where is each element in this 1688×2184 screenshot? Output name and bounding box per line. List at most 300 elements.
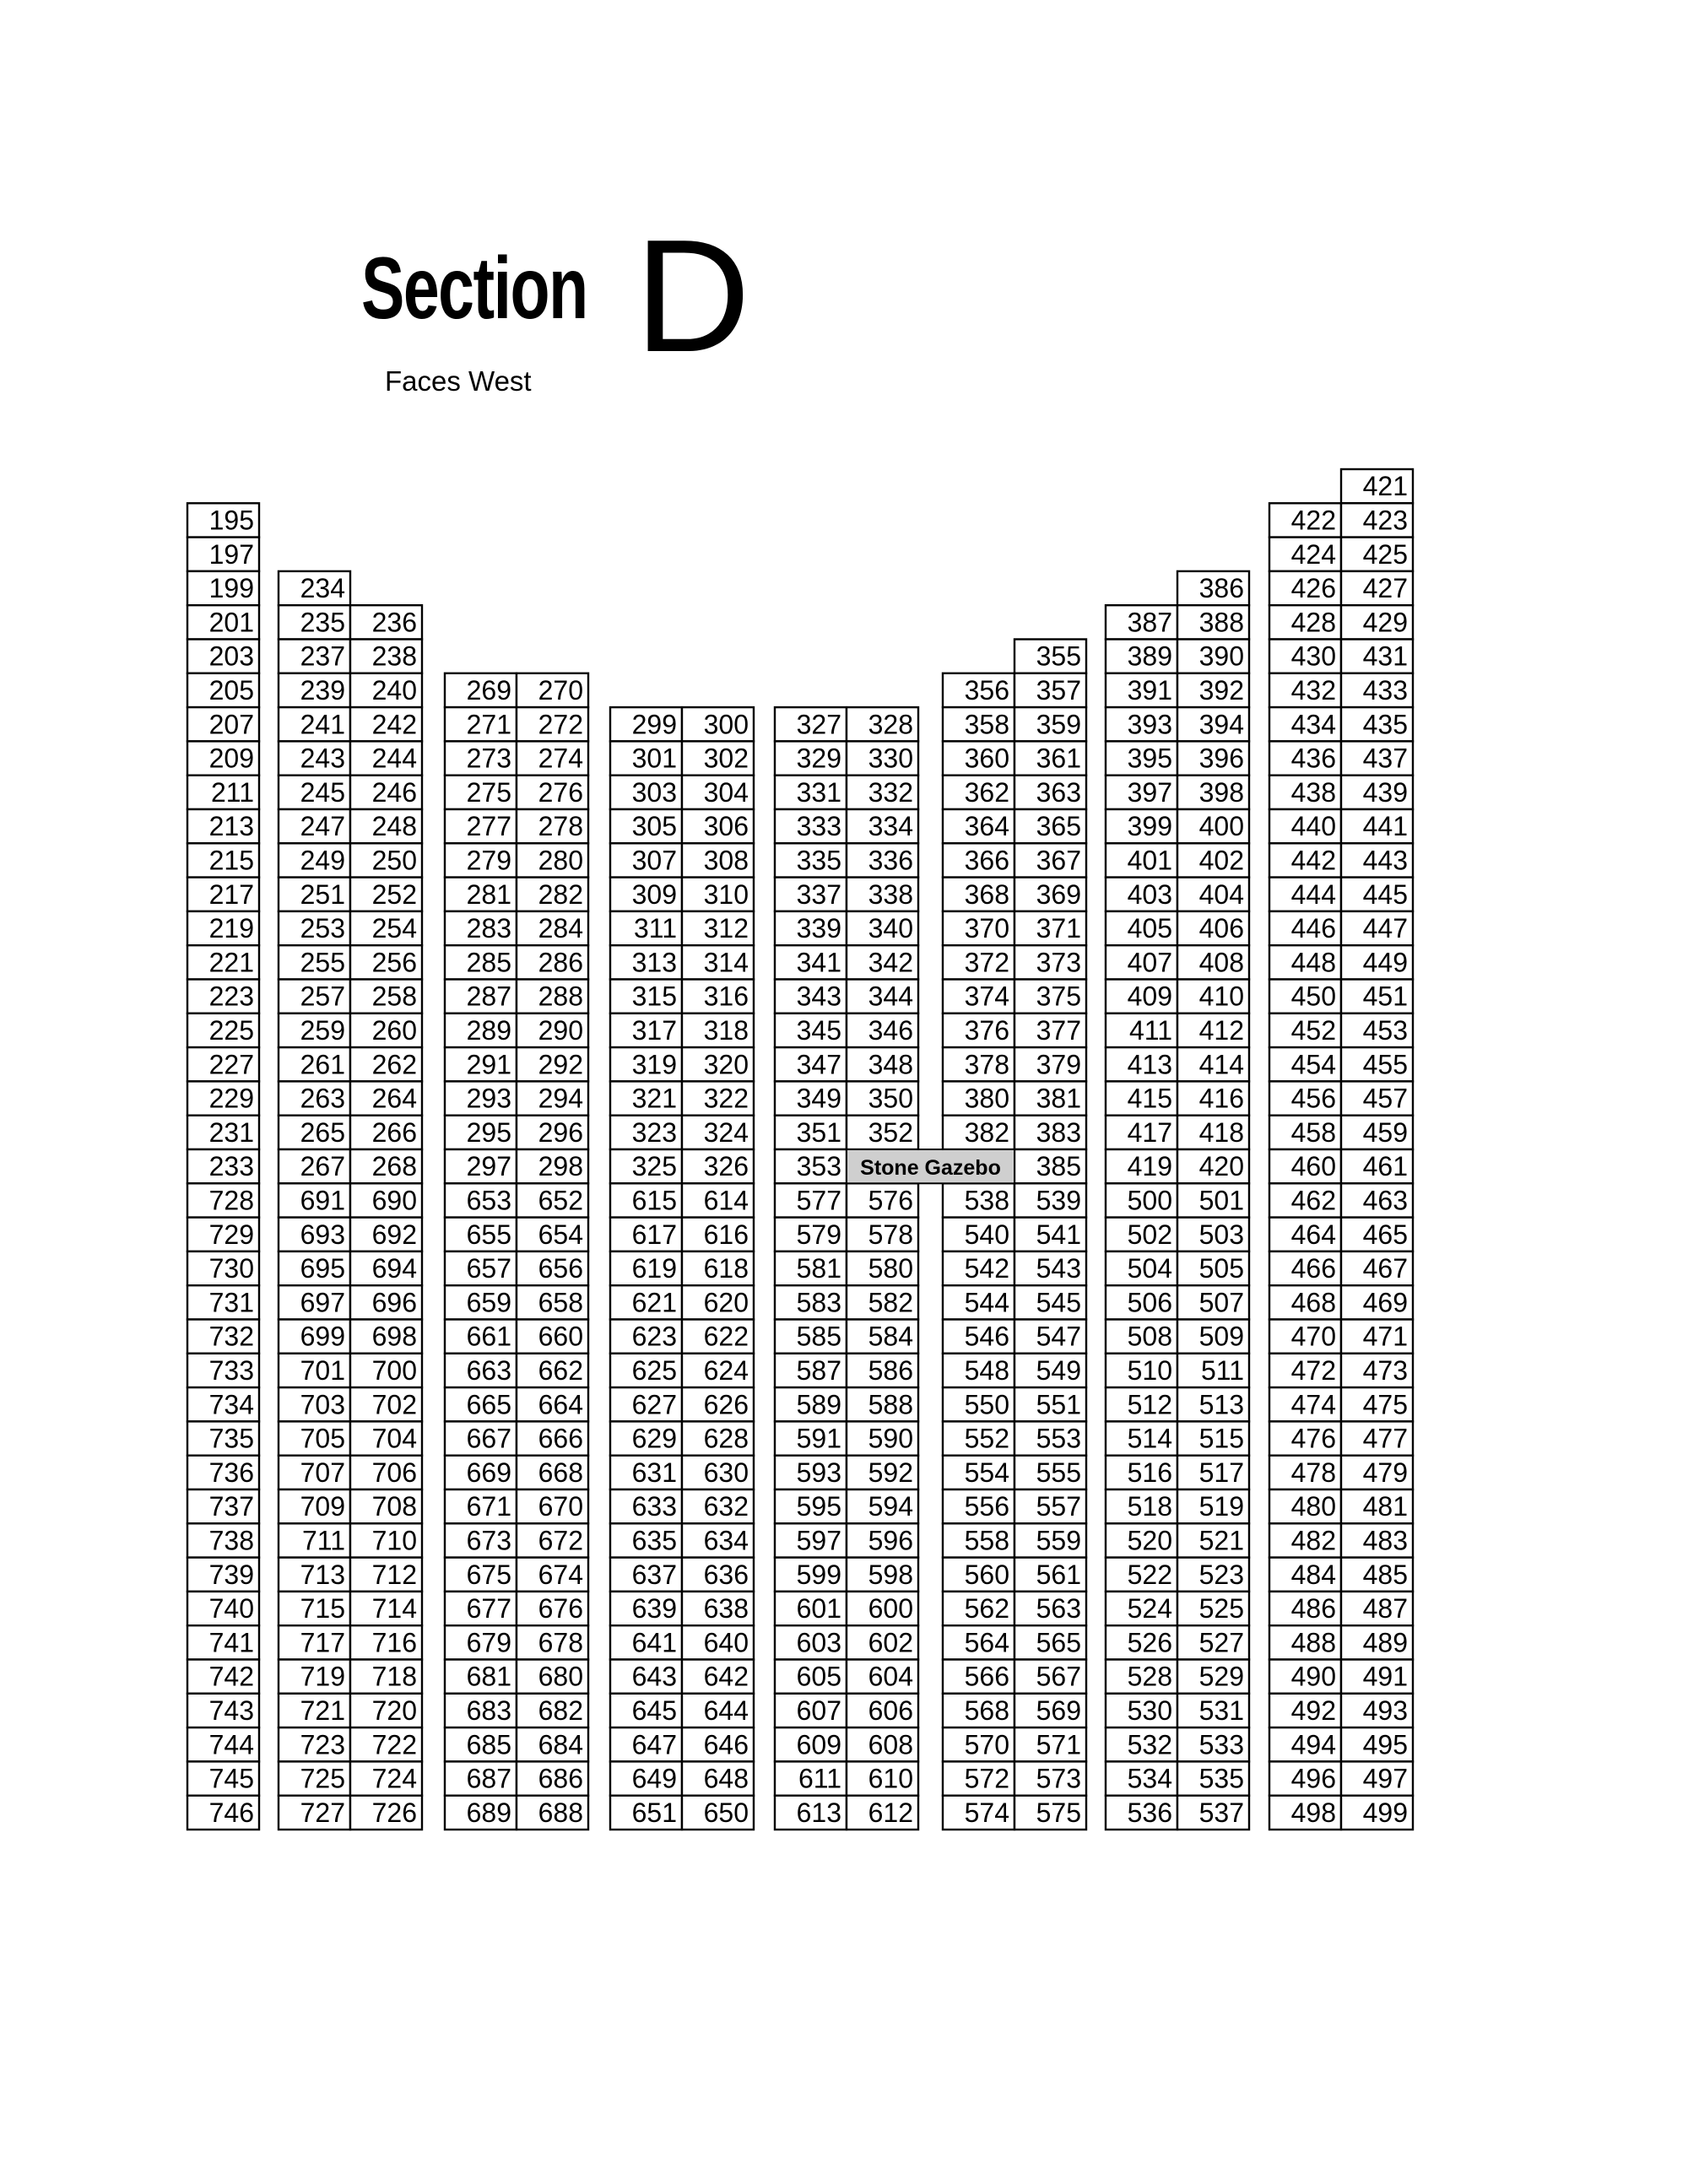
seat-number: 713 <box>300 1559 345 1590</box>
seat-number: 201 <box>208 607 254 638</box>
seat-number: 318 <box>703 1014 749 1046</box>
seat-number: 553 <box>1036 1423 1081 1454</box>
seat-number: 439 <box>1362 776 1408 808</box>
seat-number: 696 <box>371 1287 417 1318</box>
seat-number: 389 <box>1127 641 1172 672</box>
seat-number: 509 <box>1198 1321 1244 1352</box>
seat-number: 645 <box>631 1695 677 1726</box>
seat-number: 213 <box>208 811 254 842</box>
seat-number: 571 <box>1036 1729 1081 1760</box>
seat-number: 394 <box>1198 709 1244 740</box>
seat-number: 341 <box>796 947 841 978</box>
seat-number: 562 <box>964 1593 1009 1624</box>
seat-column <box>1269 469 1413 1830</box>
seat-number: 327 <box>796 709 841 740</box>
seat-number: 605 <box>796 1661 841 1692</box>
seat-number: 360 <box>964 743 1009 774</box>
seat-number: 644 <box>703 1695 749 1726</box>
seat-number: 523 <box>1198 1559 1244 1590</box>
seat-number: 703 <box>300 1389 345 1420</box>
seat-number: 602 <box>868 1627 913 1658</box>
seat-number: 337 <box>796 878 841 910</box>
seat-number: 532 <box>1127 1729 1172 1760</box>
seat-number: 273 <box>466 743 511 774</box>
seat-number: 660 <box>538 1321 583 1352</box>
seat-number: 618 <box>703 1253 749 1284</box>
seat-number: 428 <box>1290 607 1336 638</box>
seat-number: 261 <box>300 1049 345 1080</box>
seat-column <box>445 673 588 1830</box>
seat-number: 686 <box>538 1763 583 1794</box>
seat-number: 655 <box>466 1219 511 1250</box>
seat-number: 282 <box>538 878 583 910</box>
seat-number: 549 <box>1036 1354 1081 1386</box>
seat-number: 641 <box>631 1627 677 1658</box>
seat-number: 248 <box>371 811 417 842</box>
seat-number: 357 <box>1036 674 1081 705</box>
seat-number: 544 <box>964 1287 1009 1318</box>
seat-number: 630 <box>703 1457 749 1488</box>
seat-number: 604 <box>868 1661 913 1692</box>
seat-number: 590 <box>868 1423 913 1454</box>
seat-number: 478 <box>1290 1457 1336 1488</box>
seat-number: 307 <box>631 845 677 876</box>
seat-number: 491 <box>1362 1661 1408 1692</box>
seat-number: 728 <box>208 1185 254 1216</box>
seat-number: 422 <box>1290 505 1336 536</box>
seat-number: 209 <box>208 743 254 774</box>
seat-number: 592 <box>868 1457 913 1488</box>
seat-number: 420 <box>1198 1151 1244 1182</box>
seat-number: 329 <box>796 743 841 774</box>
seat-number: 391 <box>1127 674 1172 705</box>
seat-number: 558 <box>964 1525 1009 1556</box>
seat-number: 445 <box>1362 878 1408 910</box>
seat-number: 642 <box>703 1661 749 1692</box>
seat-number: 603 <box>796 1627 841 1658</box>
seat-number: 486 <box>1290 1593 1336 1624</box>
seat-number: 607 <box>796 1695 841 1726</box>
seat-number: 498 <box>1290 1797 1336 1828</box>
seat-number: 470 <box>1290 1321 1336 1352</box>
seat-number: 377 <box>1036 1014 1081 1046</box>
seat-number: 432 <box>1290 674 1336 705</box>
seat-number: 351 <box>796 1116 841 1148</box>
seat-number: 321 <box>631 1083 677 1114</box>
seat-number: 689 <box>466 1797 511 1828</box>
seat-number: 651 <box>631 1797 677 1828</box>
seat-number: 262 <box>371 1049 417 1080</box>
seat-number: 286 <box>538 947 583 978</box>
seat-number: 721 <box>300 1695 345 1726</box>
seat-number: 221 <box>208 947 254 978</box>
seat-number: 551 <box>1036 1389 1081 1420</box>
seat-number: 600 <box>868 1593 913 1624</box>
seat-number: 299 <box>631 709 677 740</box>
seat-number: 207 <box>208 709 254 740</box>
seat-number: 233 <box>208 1151 254 1182</box>
seat-number: 317 <box>631 1014 677 1046</box>
seat-number: 495 <box>1362 1729 1408 1760</box>
seat-number: 561 <box>1036 1559 1081 1590</box>
seat-number: 267 <box>300 1151 345 1182</box>
seat-number: 238 <box>371 641 417 672</box>
seat-number: 417 <box>1127 1116 1172 1148</box>
section-title-word: Section <box>361 240 587 338</box>
seat-number: 688 <box>538 1797 583 1828</box>
seat-number: 687 <box>466 1763 511 1794</box>
seat-number: 387 <box>1127 607 1172 638</box>
seat-number: 533 <box>1198 1729 1244 1760</box>
seat-number: 706 <box>371 1457 417 1488</box>
seat-number: 568 <box>964 1695 1009 1726</box>
seat-number: 388 <box>1198 607 1244 638</box>
seat-number: 244 <box>371 743 417 774</box>
seat-number: 492 <box>1290 1695 1336 1726</box>
seat-number: 724 <box>371 1763 417 1794</box>
seat-number: 476 <box>1290 1423 1336 1454</box>
seat-number: 541 <box>1036 1219 1081 1250</box>
seat-number: 304 <box>703 776 749 808</box>
seat-number: 517 <box>1198 1457 1244 1488</box>
seat-number: 340 <box>868 913 913 944</box>
seat-column <box>187 503 259 1830</box>
seat-number: 586 <box>868 1354 913 1386</box>
seat-number: 336 <box>868 845 913 876</box>
seat-number: 719 <box>300 1661 345 1692</box>
seat-number: 243 <box>300 743 345 774</box>
seat-number: 685 <box>466 1729 511 1760</box>
seat-number: 346 <box>868 1014 913 1046</box>
seat-number: 617 <box>631 1219 677 1250</box>
seat-number: 437 <box>1362 743 1408 774</box>
seat-number: 632 <box>703 1491 749 1522</box>
seat-number: 537 <box>1198 1797 1244 1828</box>
seat-number: 302 <box>703 743 749 774</box>
seat-number: 401 <box>1127 845 1172 876</box>
seat-number: 268 <box>371 1151 417 1182</box>
seat-number: 455 <box>1362 1049 1408 1080</box>
seat-number: 511 <box>1200 1354 1244 1386</box>
seat-number: 195 <box>208 505 254 536</box>
seat-number: 255 <box>300 947 345 978</box>
seat-number: 628 <box>703 1423 749 1454</box>
seat-number: 430 <box>1290 641 1336 672</box>
seat-number: 623 <box>631 1321 677 1352</box>
seat-number: 709 <box>300 1491 345 1522</box>
seat-number: 406 <box>1198 913 1244 944</box>
seat-number: 306 <box>703 811 749 842</box>
seat-number: 588 <box>868 1389 913 1420</box>
seat-number: 538 <box>964 1185 1009 1216</box>
seat-number: 438 <box>1290 776 1336 808</box>
seat-number: 640 <box>703 1627 749 1658</box>
seat-number: 493 <box>1362 1695 1408 1726</box>
seat-number: 280 <box>538 845 583 876</box>
seat-number: 448 <box>1290 947 1336 978</box>
seat-number: 565 <box>1036 1627 1081 1658</box>
seat-number: 659 <box>466 1287 511 1318</box>
seat-number: 543 <box>1036 1253 1081 1284</box>
seat-number: 500 <box>1127 1185 1172 1216</box>
seat-number: 296 <box>538 1116 583 1148</box>
seat-number: 614 <box>703 1185 749 1216</box>
seat-number: 376 <box>964 1014 1009 1046</box>
seat-number: 505 <box>1198 1253 1244 1284</box>
seat-number: 335 <box>796 845 841 876</box>
seat-number: 627 <box>631 1389 677 1420</box>
seat-number: 382 <box>964 1116 1009 1148</box>
seat-number: 729 <box>208 1219 254 1250</box>
seat-number: 252 <box>371 878 417 910</box>
seat-number: 483 <box>1362 1525 1408 1556</box>
seat-number: 638 <box>703 1593 749 1624</box>
seat-number: 426 <box>1290 573 1336 604</box>
seat-number: 535 <box>1198 1763 1244 1794</box>
seat-number: 676 <box>538 1593 583 1624</box>
seat-number: 270 <box>538 674 583 705</box>
seat-number: 285 <box>466 947 511 978</box>
seat-number: 359 <box>1036 709 1081 740</box>
seat-number: 624 <box>703 1354 749 1386</box>
seat-number: 740 <box>208 1593 254 1624</box>
seat-number: 715 <box>300 1593 345 1624</box>
seat-number: 577 <box>796 1185 841 1216</box>
seat-number: 240 <box>371 674 417 705</box>
seat-number: 249 <box>300 845 345 876</box>
seat-number: 634 <box>703 1525 749 1556</box>
seat-number: 609 <box>796 1729 841 1760</box>
seat-number: 508 <box>1127 1321 1172 1352</box>
seat-number: 374 <box>964 981 1009 1012</box>
seat-number: 403 <box>1127 878 1172 910</box>
seat-number: 584 <box>868 1321 913 1352</box>
seat-number: 225 <box>208 1014 254 1046</box>
seat-number: 421 <box>1362 471 1408 502</box>
seat-number: 456 <box>1290 1083 1336 1114</box>
seat-number: 722 <box>371 1729 417 1760</box>
seat-number: 647 <box>631 1729 677 1760</box>
seat-number: 739 <box>208 1559 254 1590</box>
seat-number: 370 <box>964 913 1009 944</box>
seat-number: 461 <box>1362 1151 1408 1182</box>
seat-number: 615 <box>631 1185 677 1216</box>
seat-number: 674 <box>538 1559 583 1590</box>
seat-number: 330 <box>868 743 913 774</box>
seat-number: 442 <box>1290 845 1336 876</box>
seat-number: 367 <box>1036 845 1081 876</box>
seat-number: 297 <box>466 1151 511 1182</box>
seat-number: 662 <box>538 1354 583 1386</box>
seat-number: 265 <box>300 1116 345 1148</box>
seat-number: 548 <box>964 1354 1009 1386</box>
seat-number: 427 <box>1362 573 1408 604</box>
seat-number: 418 <box>1198 1116 1244 1148</box>
seat-number: 683 <box>466 1695 511 1726</box>
seat-number: 356 <box>964 674 1009 705</box>
seat-number: 475 <box>1362 1389 1408 1420</box>
seat-number: 481 <box>1362 1491 1408 1522</box>
seat-number: 530 <box>1127 1695 1172 1726</box>
seat-number: 731 <box>208 1287 254 1318</box>
seat-number: 482 <box>1290 1525 1336 1556</box>
seat-number: 573 <box>1036 1763 1081 1794</box>
seat-number: 310 <box>703 878 749 910</box>
seat-number: 746 <box>208 1797 254 1828</box>
seat-number: 466 <box>1290 1253 1336 1284</box>
seat-number: 344 <box>868 981 913 1012</box>
seat-number: 499 <box>1362 1797 1408 1828</box>
seat-number: 637 <box>631 1559 677 1590</box>
seat-number: 332 <box>868 776 913 808</box>
seat-number: 516 <box>1127 1457 1172 1488</box>
seat-number: 745 <box>208 1763 254 1794</box>
seat-number: 411 <box>1128 1014 1172 1046</box>
seat-number: 325 <box>631 1151 677 1182</box>
seat-number: 559 <box>1036 1525 1081 1556</box>
seat-number: 454 <box>1290 1049 1336 1080</box>
seat-number: 503 <box>1198 1219 1244 1250</box>
seat-number: 610 <box>868 1763 913 1794</box>
seat-column <box>610 707 754 1830</box>
seat-number: 443 <box>1362 845 1408 876</box>
seat-number: 450 <box>1290 981 1336 1012</box>
seat-number: 253 <box>300 913 345 944</box>
seat-number: 694 <box>371 1253 417 1284</box>
seat-number: 284 <box>538 913 583 944</box>
seat-number: 540 <box>964 1219 1009 1250</box>
seat-number: 363 <box>1036 776 1081 808</box>
seat-number: 353 <box>796 1151 841 1182</box>
seat-number: 414 <box>1198 1049 1244 1080</box>
seat-number: 393 <box>1127 709 1172 740</box>
seat-number: 205 <box>208 674 254 705</box>
seat-number: 441 <box>1362 811 1408 842</box>
seat-number: 278 <box>538 811 583 842</box>
seat-number: 668 <box>538 1457 583 1488</box>
seat-number: 742 <box>208 1661 254 1692</box>
seat-number: 316 <box>703 981 749 1012</box>
seat-number: 460 <box>1290 1151 1336 1182</box>
seat-number: 392 <box>1198 674 1244 705</box>
seat-number: 596 <box>868 1525 913 1556</box>
seat-number: 305 <box>631 811 677 842</box>
seat-number: 361 <box>1036 743 1081 774</box>
seat-number: 197 <box>208 538 254 570</box>
seat-number: 519 <box>1198 1491 1244 1522</box>
seat-number: 352 <box>868 1116 913 1148</box>
seat-number: 560 <box>964 1559 1009 1590</box>
seat-number: 242 <box>371 709 417 740</box>
seat-number: 514 <box>1127 1423 1172 1454</box>
seat-number: 235 <box>300 607 345 638</box>
seat-number: 504 <box>1127 1253 1172 1284</box>
seat-number: 404 <box>1198 878 1244 910</box>
seat-number: 489 <box>1362 1627 1408 1658</box>
seat-number: 449 <box>1362 947 1408 978</box>
seat-number: 452 <box>1290 1014 1336 1046</box>
seat-number: 412 <box>1198 1014 1244 1046</box>
seat-number: 419 <box>1127 1151 1172 1182</box>
seat-number: 679 <box>466 1627 511 1658</box>
seat-number: 247 <box>300 811 345 842</box>
seat-number: 322 <box>703 1083 749 1114</box>
seat-number: 260 <box>371 1014 417 1046</box>
seat-number: 646 <box>703 1729 749 1760</box>
seat-number: 690 <box>371 1185 417 1216</box>
seat-number: 594 <box>868 1491 913 1522</box>
seat-number: 258 <box>371 981 417 1012</box>
seat-number: 714 <box>371 1593 417 1624</box>
seat-number: 266 <box>371 1116 417 1148</box>
seat-number: 513 <box>1198 1389 1244 1420</box>
seat-number: 334 <box>868 811 913 842</box>
seat-number: 484 <box>1290 1559 1336 1590</box>
seat-number: 552 <box>964 1423 1009 1454</box>
seat-number: 612 <box>868 1797 913 1828</box>
seat-number: 271 <box>466 709 511 740</box>
seat-number: 348 <box>868 1049 913 1080</box>
seat-number: 383 <box>1036 1116 1081 1148</box>
seat-number: 368 <box>964 878 1009 910</box>
seat-number: 413 <box>1127 1049 1172 1080</box>
seat-number: 315 <box>631 981 677 1012</box>
seat-number: 300 <box>703 709 749 740</box>
seat-number: 672 <box>538 1525 583 1556</box>
seat-number: 663 <box>466 1354 511 1386</box>
seat-number: 313 <box>631 947 677 978</box>
seat-number: 283 <box>466 913 511 944</box>
seat-number: 234 <box>300 573 345 604</box>
seat-number: 375 <box>1036 981 1081 1012</box>
seat-number: 381 <box>1036 1083 1081 1114</box>
seat-number: 415 <box>1127 1083 1172 1114</box>
seat-number: 678 <box>538 1627 583 1658</box>
seat-number: 408 <box>1198 947 1244 978</box>
seat-number: 675 <box>466 1559 511 1590</box>
seat-number: 585 <box>796 1321 841 1352</box>
seat-column <box>1106 571 1249 1830</box>
seat-number: 378 <box>964 1049 1009 1080</box>
seat-number: 477 <box>1362 1423 1408 1454</box>
seat-number: 241 <box>300 709 345 740</box>
seat-number: 725 <box>300 1763 345 1794</box>
seat-number: 217 <box>208 878 254 910</box>
seat-number: 372 <box>964 947 1009 978</box>
seat-number: 342 <box>868 947 913 978</box>
seat-number: 587 <box>796 1354 841 1386</box>
seat-number: 652 <box>538 1185 583 1216</box>
seat-number: 522 <box>1127 1559 1172 1590</box>
seat-number: 405 <box>1127 913 1172 944</box>
seat-number: 589 <box>796 1389 841 1420</box>
seat-number: 701 <box>300 1354 345 1386</box>
seat-number: 231 <box>208 1116 254 1148</box>
seat-number: 287 <box>466 981 511 1012</box>
seat-number: 497 <box>1362 1763 1408 1794</box>
seat-number: 695 <box>300 1253 345 1284</box>
seat-number: 416 <box>1198 1083 1244 1114</box>
seat-number: 223 <box>208 981 254 1012</box>
seat-number: 671 <box>466 1491 511 1522</box>
seat-number: 272 <box>538 709 583 740</box>
seat-number: 593 <box>796 1457 841 1488</box>
seat-number: 236 <box>371 607 417 638</box>
seat-number: 471 <box>1362 1321 1408 1352</box>
seat-number: 485 <box>1362 1559 1408 1590</box>
seat-number: 407 <box>1127 947 1172 978</box>
seat-number: 259 <box>300 1014 345 1046</box>
